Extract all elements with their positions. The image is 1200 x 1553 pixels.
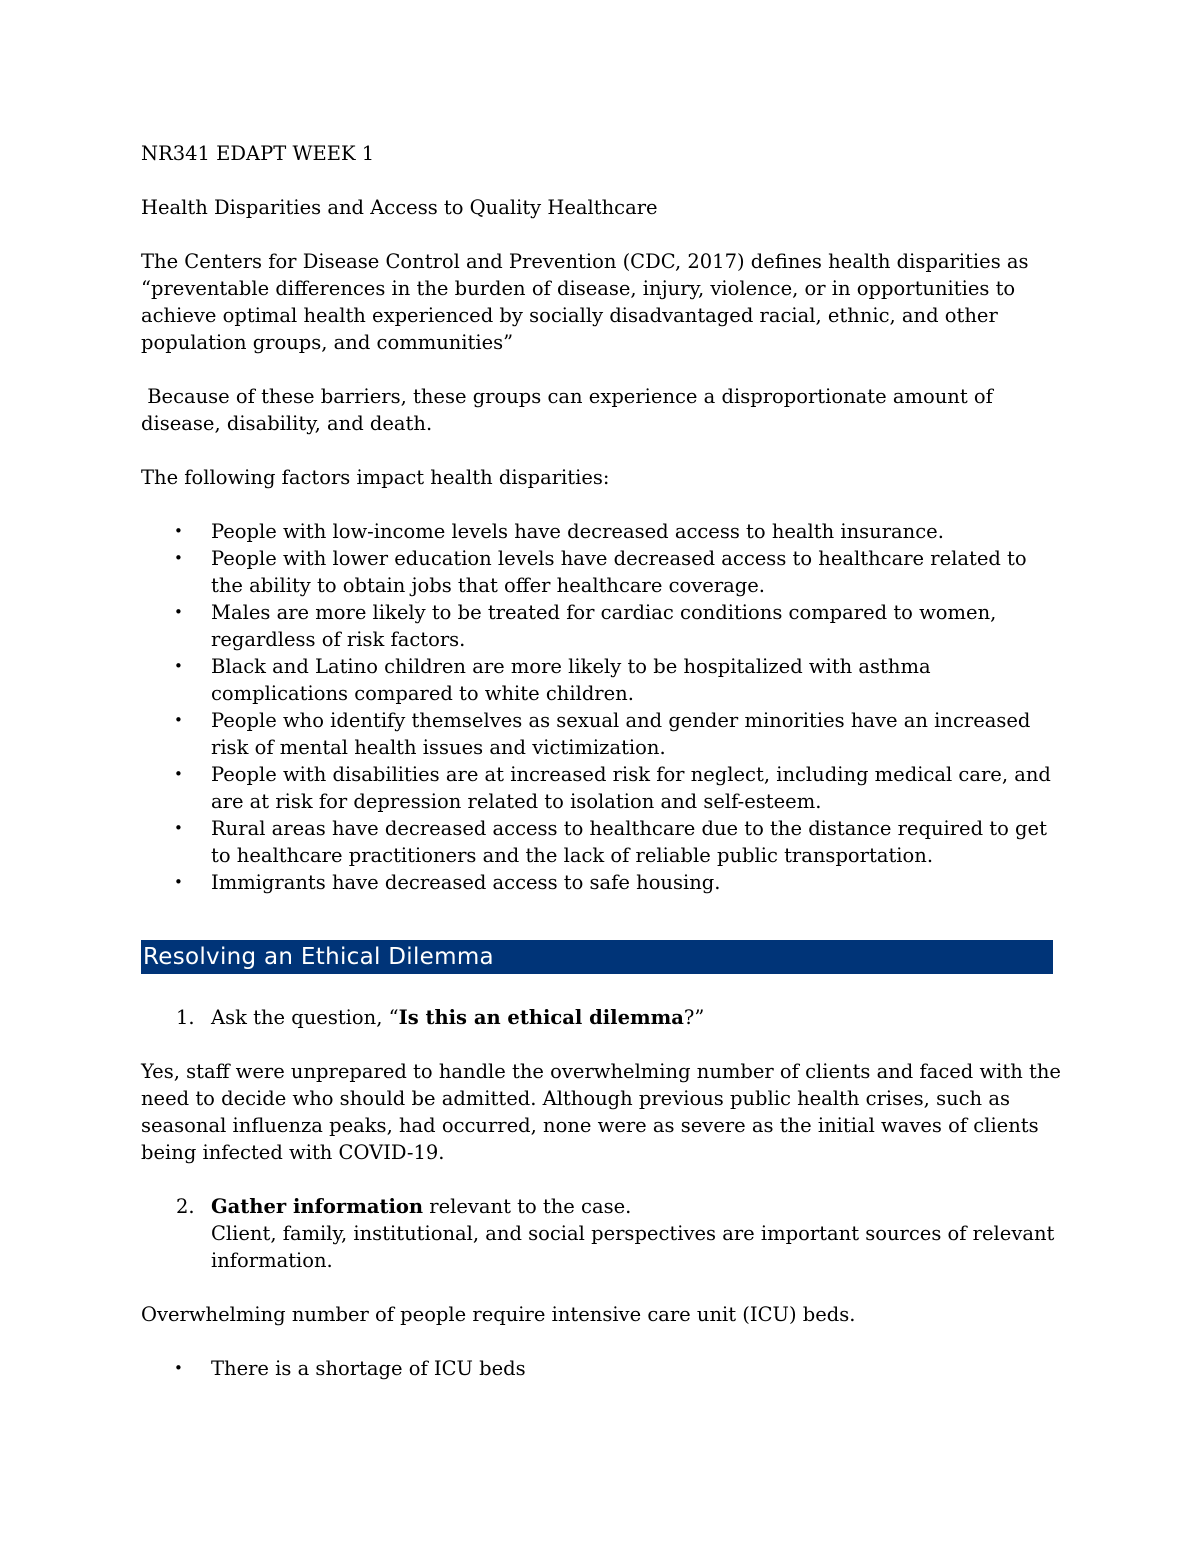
bullet-icon: • (174, 819, 183, 837)
list-item: • People who identify themselves as sexual and gender minorities have an increased risk of mental health issues and victimization. (174, 709, 1031, 759)
factors-intro: The following factors impact health disparities: (141, 466, 610, 489)
step-2-number: 2. (176, 1195, 195, 1218)
bullet-icon: • (174, 657, 183, 675)
step-2-title: Gather information (211, 1195, 424, 1218)
list-item: • People with low-income levels have decreased access to health insurance. (174, 520, 944, 543)
factors-list (141, 518, 1061, 896)
bullet-icon: • (174, 711, 183, 729)
bullet-icon: • (174, 522, 183, 540)
bullet-icon: • (174, 1359, 183, 1377)
list-item: • Males are more likely to be treated for cardiac conditions compared to women, regardless of risk factors. (174, 601, 997, 651)
step-1-number: 1. (176, 1006, 195, 1029)
icu-list (141, 1355, 1061, 1382)
bullet-icon: • (174, 765, 183, 783)
list-item: • People with disabilities are at increased risk for neglect, including medical care, and are at risk for depression related to isolation and self-esteem. (174, 763, 1051, 813)
intro-paragraph: The Centers for Disease Control and Prevention (CDC, 2017) defines health disparities as “preventable differences in the burden of disease, injury, violence, or in opportunities to achieve optimal health experienced by socially disadvantaged racial, ethnic, and other population groups, and communities” (141, 250, 1029, 354)
bullet-icon: • (174, 873, 183, 891)
list-item: • Black and Latino children are more likely to be hospitalized with asthma complications compared to white children. (174, 655, 931, 705)
list-item: • Rural areas have decreased access to healthcare due to the distance required to get to healthcare practitioners and the lack of reliable public transportation. (174, 817, 1047, 867)
barriers-text: Because of these barriers, these groups can experience a disproportionate amount of disease, disability, and death. (141, 385, 993, 435)
list-item: • There is a shortage of ICU beds (174, 1357, 526, 1380)
step-2-item: 2. Gather information relevant to the case. Client, family, institutional, and social perspectives are important sources of relevant information. (141, 1193, 1061, 1274)
ethical-dilemma-heading: Resolving an Ethical Dilemma (141, 940, 1053, 974)
icu-statement: Overwhelming number of people require intensive care unit (ICU) beds. (141, 1303, 856, 1326)
step-1-item: 1. Ask the question, “Is this an ethical dilemma?” (176, 1006, 705, 1029)
step-1-question: Is this an ethical dilemma (398, 1006, 684, 1029)
section-title: Health Disparities and Access to Quality Healthcare (141, 196, 658, 219)
document-page (141, 140, 1061, 1409)
document-title: NR341 EDAPT WEEK 1 (141, 142, 375, 165)
list-item: • People with lower education levels have decreased access to healthcare related to the ability to obtain jobs that offer healthcare coverage. (174, 547, 1027, 597)
step-2-detail: Client, family, institutional, and social perspectives are important sources of relevant information. (211, 1222, 1055, 1272)
bullet-icon: • (174, 603, 183, 621)
barriers-paragraph (141, 383, 1061, 437)
bullet-icon: • (174, 549, 183, 567)
step-1-answer: Yes, staff were unprepared to handle the overwhelming number of clients and faced with the need to decide who should be admitted. Although previous public health crises, such as seasonal influenza peaks, had occurred, none were as severe as the initial waves of clients being infected with COVID-19. (141, 1060, 1061, 1164)
list-item: • Immigrants have decreased access to safe housing. (174, 871, 721, 894)
